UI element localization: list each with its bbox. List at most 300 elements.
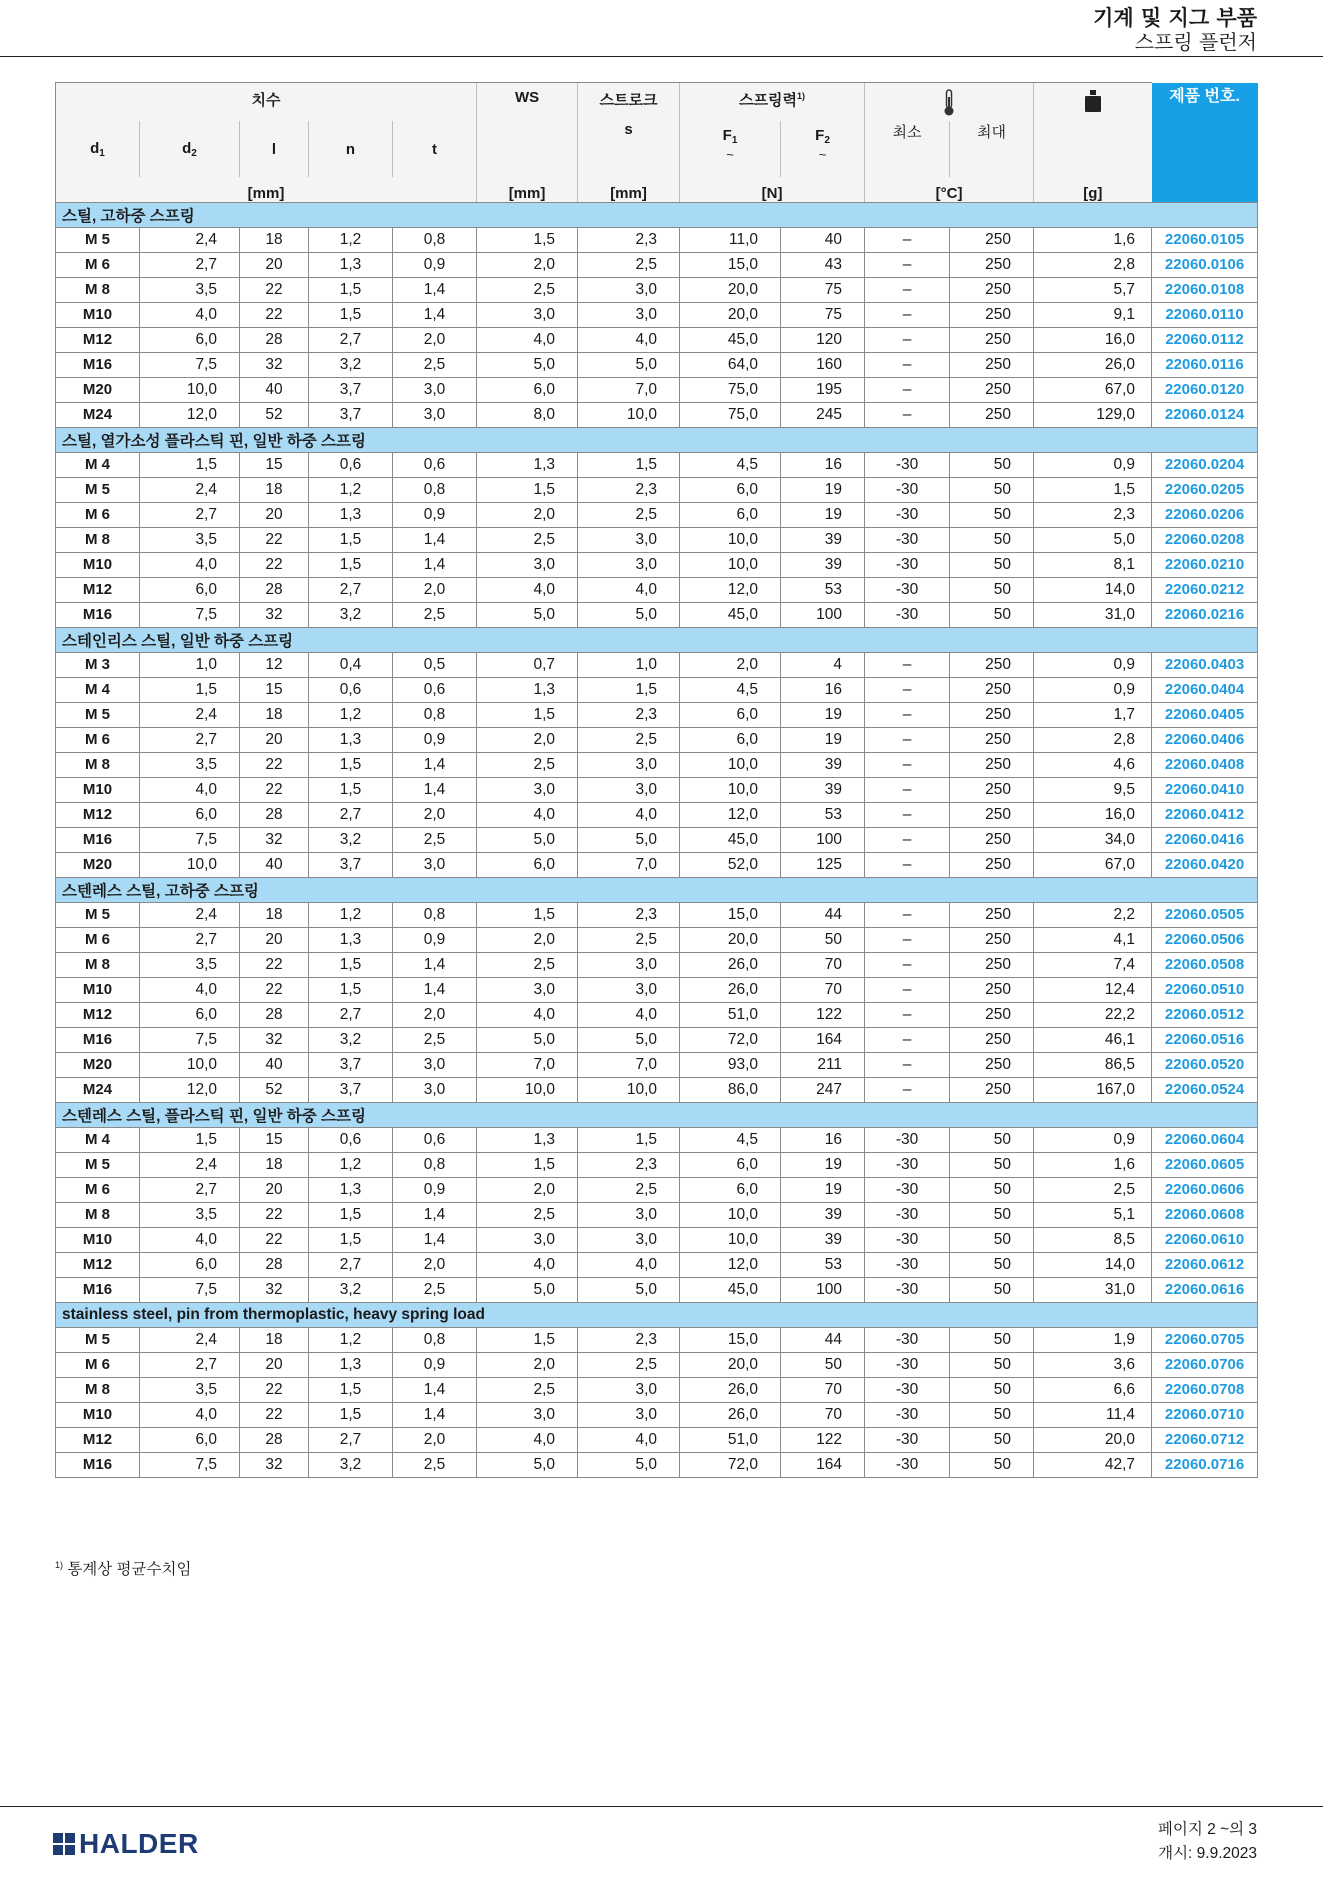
table-cell: 1,0 (578, 652, 680, 677)
table-cell: 11,4 (1034, 1402, 1152, 1427)
table-row (56, 1377, 1258, 1402)
table-cell: M 5 (56, 902, 140, 927)
table-cell: 75,0 (680, 377, 781, 402)
table-cell: 160 (781, 352, 865, 377)
table-cell: 70 (781, 977, 865, 1002)
table-cell: 2,7 (309, 577, 393, 602)
table-cell: 50 (950, 1352, 1034, 1377)
table-cell: 11,0 (680, 227, 781, 252)
table-cell: 0,5 (393, 652, 477, 677)
table-cell: -30 (865, 1152, 950, 1177)
table-cell: 22 (240, 552, 309, 577)
table-cell: 22,2 (1034, 1002, 1152, 1027)
table-cell: 0,6 (309, 677, 393, 702)
table-cell: 2,0 (477, 1352, 578, 1377)
part-number-cell[interactable]: 22060.0706 (1152, 1352, 1258, 1377)
part-number-cell[interactable]: 22060.0216 (1152, 602, 1258, 627)
part-number-cell[interactable]: 22060.0408 (1152, 752, 1258, 777)
part-number-cell[interactable]: 22060.0105 (1152, 227, 1258, 252)
table-cell: 2,0 (477, 1177, 578, 1202)
table-cell: M 6 (56, 502, 140, 527)
table-cell: 0,8 (393, 227, 477, 252)
table-cell: 3,2 (309, 352, 393, 377)
table-cell: 245 (781, 402, 865, 427)
table-cell: 1,5 (140, 1127, 240, 1152)
table-cell: 14,0 (1034, 577, 1152, 602)
table-cell: 40 (781, 227, 865, 252)
table-cell: 2,4 (140, 477, 240, 502)
table-cell: -30 (865, 552, 950, 577)
table-cell: 3,2 (309, 1277, 393, 1302)
weight-header (1034, 83, 1152, 122)
table-cell: 10,0 (578, 402, 680, 427)
table-cell: – (865, 302, 950, 327)
table-cell: – (865, 277, 950, 302)
part-number-cell[interactable]: 22060.0204 (1152, 452, 1258, 477)
unit-n: [N] (680, 177, 865, 202)
table-cell: 4,5 (680, 1127, 781, 1152)
table-cell: 0,8 (393, 702, 477, 727)
table-cell: – (865, 227, 950, 252)
table-cell: 8,1 (1034, 552, 1152, 577)
table-cell: -30 (865, 1352, 950, 1377)
table-cell: 2,4 (140, 1327, 240, 1352)
part-number-cell[interactable]: 22060.0510 (1152, 977, 1258, 1002)
table-cell: 50 (950, 1327, 1034, 1352)
table-cell: 1,5 (1034, 477, 1152, 502)
dimensions-header: 치수 (56, 83, 477, 122)
table-cell: 0,8 (393, 1152, 477, 1177)
part-number-cell[interactable]: 22060.0612 (1152, 1252, 1258, 1277)
table-cell: 4,0 (578, 1002, 680, 1027)
part-number-cell[interactable]: 22060.0205 (1152, 477, 1258, 502)
table-cell: 7,0 (578, 1052, 680, 1077)
table-cell: 5,0 (477, 1027, 578, 1052)
ws-header: WS (477, 83, 578, 122)
part-number-cell[interactable]: 22060.0616 (1152, 1277, 1258, 1302)
table-cell: 0,9 (1034, 1127, 1152, 1152)
table-cell: 0,6 (393, 677, 477, 702)
table-cell: 3,0 (578, 1402, 680, 1427)
table-cell: 3,0 (578, 977, 680, 1002)
table-cell: -30 (865, 477, 950, 502)
table-cell: 3,0 (578, 952, 680, 977)
table-cell: 2,7 (309, 1427, 393, 1452)
part-number-cell[interactable]: 22060.0708 (1152, 1377, 1258, 1402)
part-number-cell[interactable]: 22060.0120 (1152, 377, 1258, 402)
table-cell: 195 (781, 377, 865, 402)
table-cell: 6,0 (477, 852, 578, 877)
table-cell: 1,5 (477, 1327, 578, 1352)
table-cell: 50 (950, 502, 1034, 527)
table-cell: 3,0 (477, 1227, 578, 1252)
table-cell: 1,5 (309, 527, 393, 552)
table-cell: 10,0 (680, 527, 781, 552)
table-cell: 18 (240, 902, 309, 927)
table-cell: 4,6 (1034, 752, 1152, 777)
n-header: n (309, 121, 393, 177)
part-number-cell[interactable]: 22060.0610 (1152, 1227, 1258, 1252)
table-cell: 2,8 (1034, 727, 1152, 752)
table-cell: 2,0 (477, 927, 578, 952)
table-cell: 2,7 (140, 727, 240, 752)
table-cell: 1,4 (393, 1202, 477, 1227)
group-header-row (56, 1302, 1258, 1327)
table-cell: 15,0 (680, 902, 781, 927)
table-row (56, 1002, 1258, 1027)
table-cell: 2,4 (140, 702, 240, 727)
table-cell: 125 (781, 852, 865, 877)
footer-divider (0, 1806, 1323, 1807)
part-number-cell[interactable]: 22060.0608 (1152, 1202, 1258, 1227)
table-cell: 1,4 (393, 527, 477, 552)
table-cell: 7,5 (140, 1277, 240, 1302)
table-cell: 5,0 (578, 1027, 680, 1052)
table-cell: 250 (950, 1077, 1034, 1102)
table-cell: 3,0 (393, 1077, 477, 1102)
table-cell: 22 (240, 1202, 309, 1227)
table-row (56, 802, 1258, 827)
table-cell: 1,5 (309, 1227, 393, 1252)
table-row (56, 777, 1258, 802)
table-row (56, 952, 1258, 977)
table-cell: 2,7 (309, 802, 393, 827)
table-cell: – (865, 727, 950, 752)
table-cell: 32 (240, 352, 309, 377)
table-cell: 53 (781, 802, 865, 827)
table-cell: 1,2 (309, 1152, 393, 1177)
part-number-cell[interactable]: 22060.0124 (1152, 402, 1258, 427)
table-cell: 2,5 (477, 527, 578, 552)
table-cell: 40 (240, 377, 309, 402)
table-cell: 28 (240, 1427, 309, 1452)
part-number-cell[interactable]: 22060.0206 (1152, 502, 1258, 527)
table-cell: 1,5 (477, 702, 578, 727)
table-cell: 6,6 (1034, 1377, 1152, 1402)
table-cell: 2,0 (393, 1002, 477, 1027)
table-cell: 1,4 (393, 1377, 477, 1402)
table-cell: 50 (950, 1452, 1034, 1477)
table-cell: 19 (781, 477, 865, 502)
table-row (56, 452, 1258, 477)
l-header: l (240, 121, 309, 177)
part-number-cell[interactable]: 22060.0110 (1152, 302, 1258, 327)
table-cell: -30 (865, 1277, 950, 1302)
table-cell: 3,7 (309, 377, 393, 402)
table-row (56, 927, 1258, 952)
table-cell: 3,0 (578, 777, 680, 802)
part-number-cell[interactable]: 22060.0508 (1152, 952, 1258, 977)
table-cell: 26,0 (680, 1377, 781, 1402)
table-cell: 10,0 (477, 1077, 578, 1102)
table-cell: 0,8 (393, 902, 477, 927)
part-number-cell[interactable]: 22060.0712 (1152, 1427, 1258, 1452)
table-cell: 72,0 (680, 1027, 781, 1052)
table-cell: 7,5 (140, 602, 240, 627)
table-cell: 250 (950, 377, 1034, 402)
table-cell: M20 (56, 377, 140, 402)
table-cell: – (865, 1027, 950, 1052)
table-cell: M24 (56, 402, 140, 427)
table-cell: 20 (240, 502, 309, 527)
table-cell: 4,0 (477, 577, 578, 602)
table-row (56, 1327, 1258, 1352)
part-number-cell[interactable]: 22060.0705 (1152, 1327, 1258, 1352)
table-cell: 0,9 (393, 1352, 477, 1377)
table-cell: 44 (781, 902, 865, 927)
table-cell: 1,4 (393, 1227, 477, 1252)
table-cell: 12,0 (680, 577, 781, 602)
table-cell: 4,1 (1034, 927, 1152, 952)
table-cell: 52 (240, 1077, 309, 1102)
table-cell: 20,0 (680, 277, 781, 302)
table-cell: 1,5 (309, 1377, 393, 1402)
part-number-cell[interactable]: 22060.0112 (1152, 327, 1258, 352)
table-cell: 70 (781, 952, 865, 977)
issue-date: 개시: 9.9.2023 (1158, 1845, 1257, 1862)
table-cell: 32 (240, 1452, 309, 1477)
table-cell: 5,7 (1034, 277, 1152, 302)
table-cell: 2,5 (477, 277, 578, 302)
part-number-cell[interactable]: 22060.0404 (1152, 677, 1258, 702)
table-cell: 2,5 (393, 1277, 477, 1302)
table-cell: 4,0 (477, 1002, 578, 1027)
part-number-cell[interactable]: 22060.0520 (1152, 1052, 1258, 1077)
table-cell: -30 (865, 1327, 950, 1352)
group-header-row (56, 627, 1258, 652)
table-cell: 12,0 (680, 802, 781, 827)
table-cell: 45,0 (680, 602, 781, 627)
table-cell: 0,7 (477, 652, 578, 677)
part-number-cell[interactable]: 22060.0716 (1152, 1452, 1258, 1477)
table-cell: 1,5 (309, 552, 393, 577)
table-cell: 3,5 (140, 952, 240, 977)
table-cell: 12,0 (680, 1252, 781, 1277)
table-cell: 20 (240, 252, 309, 277)
table-cell: 50 (950, 1202, 1034, 1227)
table-cell: – (865, 702, 950, 727)
part-number-cell[interactable]: 22060.0606 (1152, 1177, 1258, 1202)
table-cell: 2,3 (578, 227, 680, 252)
table-cell: 1,5 (578, 1127, 680, 1152)
table-row (56, 327, 1258, 352)
table-cell: 22 (240, 777, 309, 802)
table-cell: M 8 (56, 752, 140, 777)
table-cell: 4,0 (578, 1252, 680, 1277)
table-cell: -30 (865, 1377, 950, 1402)
table-cell: 5,0 (477, 1452, 578, 1477)
table-cell: 5,0 (578, 1452, 680, 1477)
table-cell: 1,3 (309, 252, 393, 277)
part-number-cell[interactable]: 22060.0410 (1152, 777, 1258, 802)
table-cell: 28 (240, 327, 309, 352)
table-row (56, 727, 1258, 752)
table-cell: 3,0 (477, 1402, 578, 1427)
table-cell: 5,0 (477, 602, 578, 627)
table-row (56, 602, 1258, 627)
part-number-cell[interactable]: 22060.0416 (1152, 827, 1258, 852)
table-cell: M 6 (56, 1352, 140, 1377)
table-cell: 22 (240, 302, 309, 327)
table-cell: M16 (56, 1027, 140, 1052)
table-cell: 2,3 (578, 1327, 680, 1352)
stroke-symbol: s (578, 121, 680, 177)
part-number-cell[interactable]: 22060.0412 (1152, 802, 1258, 827)
table-cell: M 6 (56, 927, 140, 952)
table-cell: 50 (950, 1127, 1034, 1152)
table-cell: 1,5 (477, 902, 578, 927)
part-number-cell[interactable]: 22060.0604 (1152, 1127, 1258, 1152)
table-cell: 18 (240, 1327, 309, 1352)
table-cell: 3,0 (578, 1227, 680, 1252)
table-cell: 22 (240, 977, 309, 1002)
table-cell: – (865, 652, 950, 677)
table-cell: -30 (865, 527, 950, 552)
table-cell: 0,9 (1034, 452, 1152, 477)
part-number-cell[interactable]: 22060.0212 (1152, 577, 1258, 602)
table-cell: 250 (950, 1002, 1034, 1027)
table-row (56, 502, 1258, 527)
table-cell: M 8 (56, 277, 140, 302)
table-cell: 1,5 (309, 777, 393, 802)
table-row (56, 577, 1258, 602)
table-cell: 45,0 (680, 827, 781, 852)
table-cell: 129,0 (1034, 402, 1152, 427)
table-cell: 250 (950, 702, 1034, 727)
table-cell: M16 (56, 1452, 140, 1477)
table-cell: 5,0 (477, 827, 578, 852)
table-cell: 1,4 (393, 302, 477, 327)
table-cell: 18 (240, 1152, 309, 1177)
table-cell: – (865, 902, 950, 927)
table-cell: M 3 (56, 652, 140, 677)
table-cell: 1,5 (140, 677, 240, 702)
part-number-cell[interactable]: 22060.0108 (1152, 277, 1258, 302)
table-cell: 6,0 (140, 1427, 240, 1452)
table-cell: 1,2 (309, 477, 393, 502)
table-cell: 39 (781, 777, 865, 802)
table-cell: 10,0 (140, 852, 240, 877)
table-cell: 1,2 (309, 902, 393, 927)
d1-header: $d_1$ (56, 121, 140, 177)
part-number-cell[interactable]: 22060.0208 (1152, 527, 1258, 552)
d2-header: $d_2$ (140, 121, 240, 177)
table-cell: 3,5 (140, 1202, 240, 1227)
table-cell: 2,7 (140, 1352, 240, 1377)
table-row (56, 477, 1258, 502)
table-cell: -30 (865, 1402, 950, 1427)
table-cell: 1,4 (393, 777, 477, 802)
table-cell: 67,0 (1034, 852, 1152, 877)
table-cell: M 5 (56, 702, 140, 727)
table-cell: M 5 (56, 1327, 140, 1352)
table-cell: 2,5 (1034, 1177, 1152, 1202)
table-cell: 28 (240, 802, 309, 827)
table-cell: 12,0 (140, 1077, 240, 1102)
part-number-cell[interactable]: 22060.0512 (1152, 1002, 1258, 1027)
table-cell: M 6 (56, 727, 140, 752)
group-header-row (56, 202, 1258, 227)
part-number-cell[interactable]: 22060.0210 (1152, 552, 1258, 577)
table-cell: 250 (950, 402, 1034, 427)
table-cell: 1,3 (309, 927, 393, 952)
table-cell: 2,0 (477, 727, 578, 752)
table-cell: 3,6 (1034, 1352, 1152, 1377)
table-cell: 2,5 (578, 1177, 680, 1202)
table-cell: 3,0 (477, 977, 578, 1002)
table-cell: -30 (865, 1202, 950, 1227)
table-cell: M 8 (56, 527, 140, 552)
part-number-cell[interactable]: 22060.0516 (1152, 1027, 1258, 1052)
table-cell: M 5 (56, 477, 140, 502)
table-cell: 4,0 (578, 577, 680, 602)
table-cell: 2,0 (393, 802, 477, 827)
table-cell: 22 (240, 277, 309, 302)
table-cell: 39 (781, 1227, 865, 1252)
table-cell: M24 (56, 1077, 140, 1102)
part-number-cell[interactable]: 22060.0405 (1152, 702, 1258, 727)
table-cell: 2,5 (578, 252, 680, 277)
table-cell: 2,5 (477, 1377, 578, 1402)
table-cell: 10,0 (140, 377, 240, 402)
table-row (56, 677, 1258, 702)
table-cell: 2,3 (1034, 502, 1152, 527)
table-cell: 1,2 (309, 227, 393, 252)
page-info (1158, 1818, 1257, 1866)
table-cell: 20 (240, 927, 309, 952)
table-cell: 7,4 (1034, 952, 1152, 977)
table-cell: 122 (781, 1427, 865, 1452)
table-cell: -30 (865, 1427, 950, 1452)
table-cell: – (865, 1077, 950, 1102)
part-number-cell[interactable]: 22060.0420 (1152, 852, 1258, 877)
table-cell: 22 (240, 1377, 309, 1402)
table-cell: 6,0 (680, 1177, 781, 1202)
table-cell: 18 (240, 227, 309, 252)
table-cell: 100 (781, 1277, 865, 1302)
table-cell: 20,0 (1034, 1427, 1152, 1452)
table-cell: 4,0 (140, 977, 240, 1002)
table-cell: 0,9 (393, 727, 477, 752)
part-number-cell[interactable]: 22060.0116 (1152, 352, 1258, 377)
table-cell: 50 (950, 1402, 1034, 1427)
part-number-cell[interactable]: 22060.0506 (1152, 927, 1258, 952)
part-number-cell[interactable]: 22060.0403 (1152, 652, 1258, 677)
table-cell: 6,0 (140, 1002, 240, 1027)
table-row (56, 702, 1258, 727)
table-cell: 5,0 (1034, 527, 1152, 552)
table-row (56, 1152, 1258, 1177)
table-cell: 250 (950, 1052, 1034, 1077)
table-cell: 250 (950, 777, 1034, 802)
table-cell: 250 (950, 302, 1034, 327)
table-cell: 75 (781, 277, 865, 302)
table-cell: 4,0 (140, 777, 240, 802)
part-number-cell[interactable]: 22060.0710 (1152, 1402, 1258, 1427)
unit-g: [g] (1034, 177, 1152, 202)
table-cell: 16 (781, 677, 865, 702)
ws-blank (477, 121, 578, 177)
table-cell: 16,0 (1034, 802, 1152, 827)
part-number-cell[interactable]: 22060.0505 (1152, 902, 1258, 927)
table-cell: 2,5 (578, 927, 680, 952)
part-number-cell[interactable]: 22060.0406 (1152, 727, 1258, 752)
table-cell: – (865, 1052, 950, 1077)
table-row (56, 1252, 1258, 1277)
part-number-cell[interactable]: 22060.0106 (1152, 252, 1258, 277)
part-number-cell[interactable]: 22060.0605 (1152, 1152, 1258, 1177)
part-number-cell[interactable]: 22060.0524 (1152, 1077, 1258, 1102)
